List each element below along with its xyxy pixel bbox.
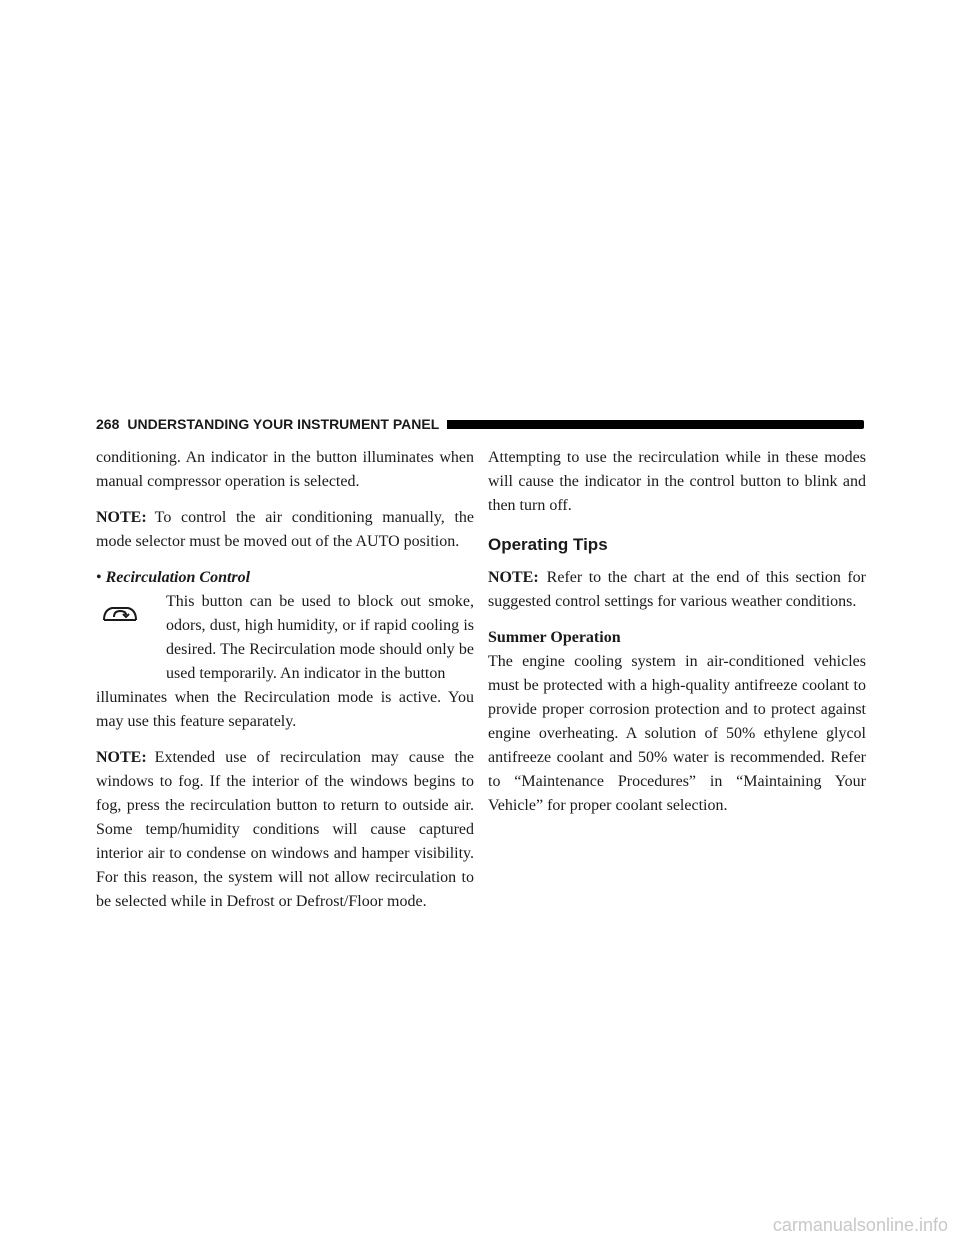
note (96, 506, 474, 554)
note-text: Refer to the chart at the end of this section for suggested control settings for various weather conditions. (488, 569, 866, 610)
paragraph: The engine cooling system in air-conditioned vehicles must be protected with a high-quality antifreeze coolant to provide proper corrosion protection and to protect against engine overheating. A solution of 50% ethylene glycol antifreeze coolant and 50% water is recommended. Refer to “Maintenance Procedures” in “Maintaining Your Vehicle” for proper coolant selection. (488, 653, 866, 814)
left-column (96, 446, 474, 926)
bullet-body (96, 590, 474, 686)
note-label: NOTE: (96, 509, 147, 526)
bullet-text: This button can be used to block out smoke, odors, dust, high humidity, or if rapid cooling is desired. The Recirculation mode should only be used temporarily. An indicator in the button (166, 593, 474, 682)
recirculation-icon (96, 590, 166, 686)
section-title: UNDERSTANDING YOUR INSTRUMENT PANEL (127, 416, 440, 432)
bullet-text-continued: illuminates when the Recirculation mode is active. You may use this feature separately. (96, 689, 474, 730)
page-number: 268 (96, 416, 120, 432)
paragraph: Attempting to use the recirculation while in these modes will cause the indicator in the control button to blink and then turn off. (488, 449, 866, 514)
header-rule (447, 420, 864, 429)
subheading: Summer Operation (488, 629, 621, 646)
bullet-heading (96, 566, 474, 590)
note-text: To control the air conditioning manually, the mode selector must be moved out of the AUTO position. (96, 509, 474, 550)
note-text: Extended use of recirculation may cause the windows to fog. If the interior of the windows begins to fog, press the recirculation button to return to outside air. Some temp/humidity conditions will cause captured interior air to condense on windows and hamper visibility. For this reason, the system will not allow recirculation to be selected while in Defrost or Defrost/Floor mode. (96, 749, 474, 910)
note-label: NOTE: (488, 569, 539, 586)
bullet-title: Recirculation Control (105, 569, 251, 586)
watermark: carmanualsonline.info (772, 1215, 948, 1235)
right-column (488, 446, 866, 830)
note-label: NOTE: (96, 749, 147, 766)
paragraph: conditioning. An indicator in the button illuminates when manual compressor operation is selected. (96, 449, 474, 490)
note (96, 746, 474, 914)
section-heading: Operating Tips (488, 535, 608, 554)
page-header (96, 414, 864, 434)
bullet-symbol: • (96, 569, 102, 586)
note (488, 566, 866, 614)
